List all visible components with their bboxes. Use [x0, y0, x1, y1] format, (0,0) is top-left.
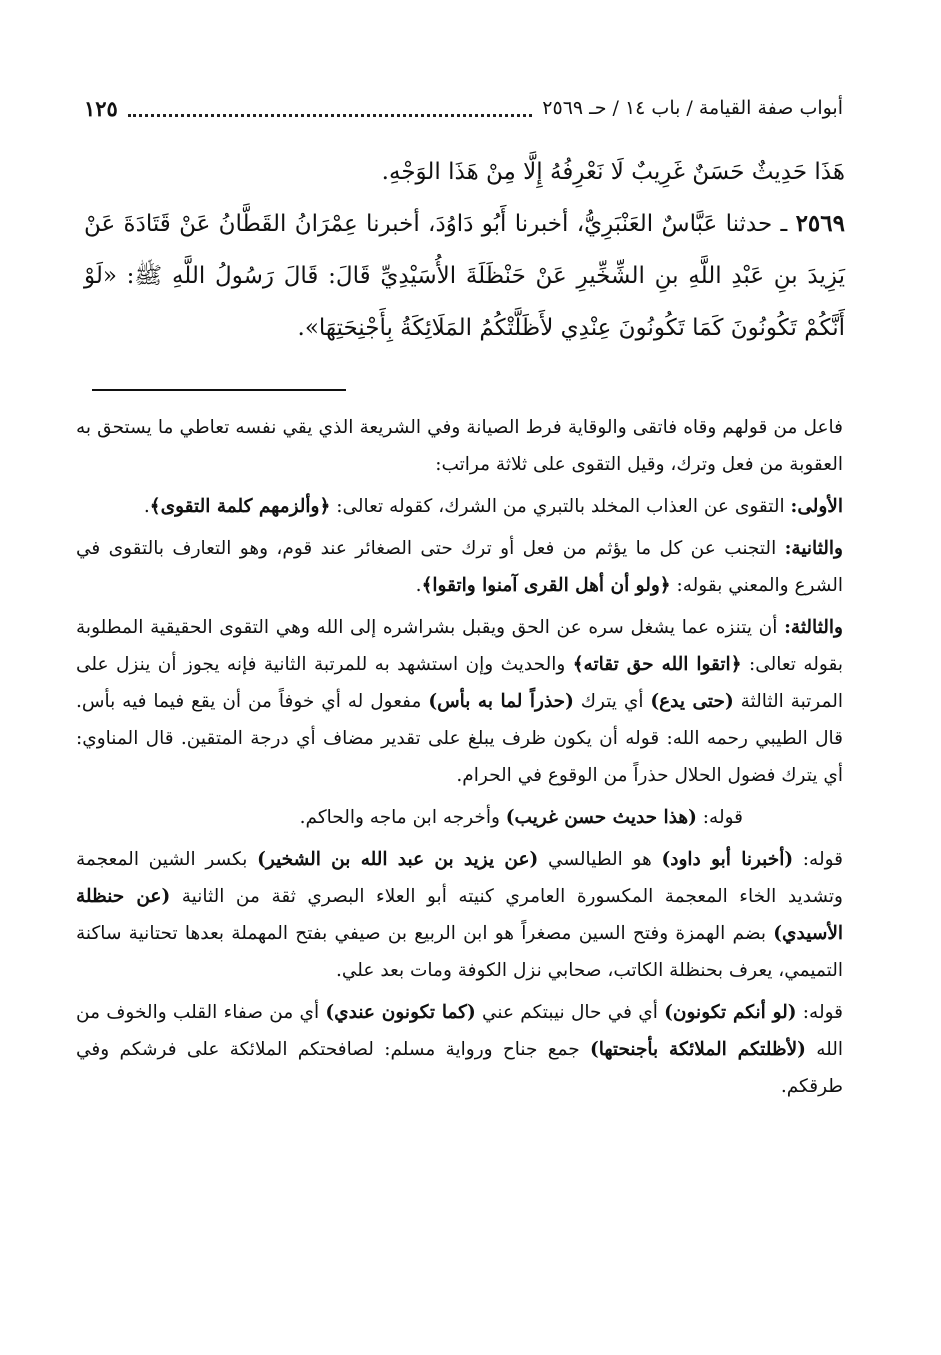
quoted-phrase: (عن حنظلة الأسيدي) — [76, 886, 844, 944]
commentary-text: أي من صفاء القلب والخوف من الله — [76, 1002, 844, 1060]
commentary-text: . — [415, 575, 422, 596]
commentary-text: أي يترك — [573, 691, 651, 712]
hadith-previous-line: هَذَا حَدِيثٌ حَسَنٌ غَرِيبٌ لَا نَعْرِفُهُ إِلَّا مِنْ هَذَا الوَجْهِ. — [381, 159, 845, 185]
commentary-text: وأخرجه ابن ماجه والحاكم. — [299, 807, 506, 828]
running-header — [84, 92, 843, 124]
hadith-number: ٢٥٦٩ — [795, 210, 845, 237]
commentary-paragraph — [76, 994, 843, 1105]
commentary-text: قوله: — [793, 849, 843, 870]
quoted-phrase: (لأظلتكم الملائكة بأجنحتها) — [589, 1039, 806, 1060]
commentary-text: هو الطيالسي — [538, 849, 662, 870]
bold-label: والثالثة: — [784, 617, 843, 638]
page-number: ١٢٥ — [84, 95, 118, 121]
commentary-text: قوله: — [696, 807, 743, 828]
commentary-text: بكسر الشين المعجمة وتشديد الخاء المعجمة المكسورة العامري كنيته أبو العلاء البصري ثقة من الثانية — [76, 849, 843, 907]
bold-label: والثانية: — [784, 538, 843, 559]
quran-quote: ﴿اتقوا الله حق تقاته﴾ — [572, 654, 742, 675]
commentary-text: بضم الهمزة وفتح السين مصغراً هو ابن الربيع بن صيفي بفتح المهملة بعدها تحتانية ساكنة التميمي، يعرف بحنظلة الكاتب، صحابي نزل الكوفة ومات بعد علي. — [76, 923, 843, 981]
commentary-paragraph — [76, 530, 843, 604]
quoted-phrase: (حتى يدع) — [650, 691, 734, 712]
quoted-phrase: (عن يزيد بن عبد الله بن الشخير) — [257, 849, 539, 870]
commentary-text: قوله: — [796, 1002, 843, 1023]
commentary-paragraph — [76, 488, 843, 525]
commentary-paragraph — [76, 799, 843, 836]
header-dotted-leader — [128, 112, 532, 117]
quoted-phrase: (كما تكونون عندي) — [325, 1002, 476, 1023]
commentary-text: مفعول له أي خوفاً من أن يقع فيما فيه بأس. قال الطيبي رحمه الله: قوله أن يكون ظرف يبلغ على تقدير مضاف أي درجة المتقين. قال المناوي: أي يترك فضول الحلال حذراً من الوقوع في الحرام. — [76, 691, 843, 786]
commentary-text: أي في حال نيبتكم عني — [475, 1002, 665, 1023]
quran-quote: ﴿ولو أن أهل القرى آمنوا واتقوا﴾ — [421, 575, 671, 596]
commentary-text: والحديث وإن استشهد به للمرتبة الثانية فإنه يجوز أن ينزل على المرتبة الثالثة — [76, 654, 843, 712]
commentary-text: التجنب عن كل ما يؤثم من فعل أو ترك حتى الصغائر عند قوم، وهو التعارف بالتقوى في الشرع والمعني بقوله: — [76, 538, 843, 596]
commentary-text: التقوى عن العذاب المخلد بالتبري من الشرك، كقوله تعالى: — [330, 496, 791, 517]
quoted-phrase: (أخبرنا أبو داود) — [661, 849, 794, 870]
commentary-text: . — [143, 496, 150, 517]
commentary-paragraph — [76, 841, 843, 989]
commentary-block — [76, 409, 843, 1110]
footnote-separator — [92, 389, 346, 391]
hadith-text-block — [84, 146, 845, 354]
hadith-body: ـ حدثنا عَبَّاسٌ العَنْبَرِيُّ، أخبرنا أَبُو دَاوُدَ، أخبرنا عِمْرَانُ القَطَّانُ عَنْ قَتَادَةَ عَنْ يَزِيدَ بنِ عَبْدِ اللَّهِ بنِ الشِّخِّيرِ عَنْ حَنْظَلَةَ الأُسَيْدِيِّ قَالَ: قَالَ رَسُولُ اللَّهِ ﷺ: «لَوْ أَنَّكُمْ تَكُونُونَ كَمَا تَكُونُونَ عِنْدِي لأَظَلَّتْكُمُ المَلَائِكَةُ بِأَجْنِحَتِهَا». — [84, 211, 845, 341]
commentary-paragraph: فاعل من قولهم وقاه فاتقى والوقاية فرط الصيانة وفي الشريعة الذي يقي نفسه تعاطي ما يستحق به العقوبة من فعل وترك، وقيل التقوى على ثلاثة مراتب: — [76, 417, 843, 475]
header-title: أبواب صفة القيامة / باب ١٤ / حـ ٢٥٦٩ — [542, 97, 843, 119]
quoted-phrase: (حذراً لما به بأس) — [428, 691, 574, 712]
commentary-paragraph — [76, 609, 843, 794]
commentary-text: أن يتنزه عما يشغل سره عن الحق ويقبل بشراشره إلى الله وهي التقوى الحقيقية المطلوبة بقوله تعالى: — [76, 617, 843, 675]
quran-quote: ﴿وألزمهم كلمة التقوى﴾ — [149, 496, 331, 517]
bold-label: الأولى: — [790, 496, 843, 517]
commentary-text: جمع جناح ورواية مسلم: لصافحتكم الملائكة على فرشكم وفي طرقكم. — [76, 1039, 843, 1097]
hadith-paragraph — [84, 198, 845, 354]
quoted-phrase: (لو أنكم تكونون) — [664, 1002, 797, 1023]
quoted-phrase: (هذا حديث حسن غريب) — [505, 807, 697, 828]
